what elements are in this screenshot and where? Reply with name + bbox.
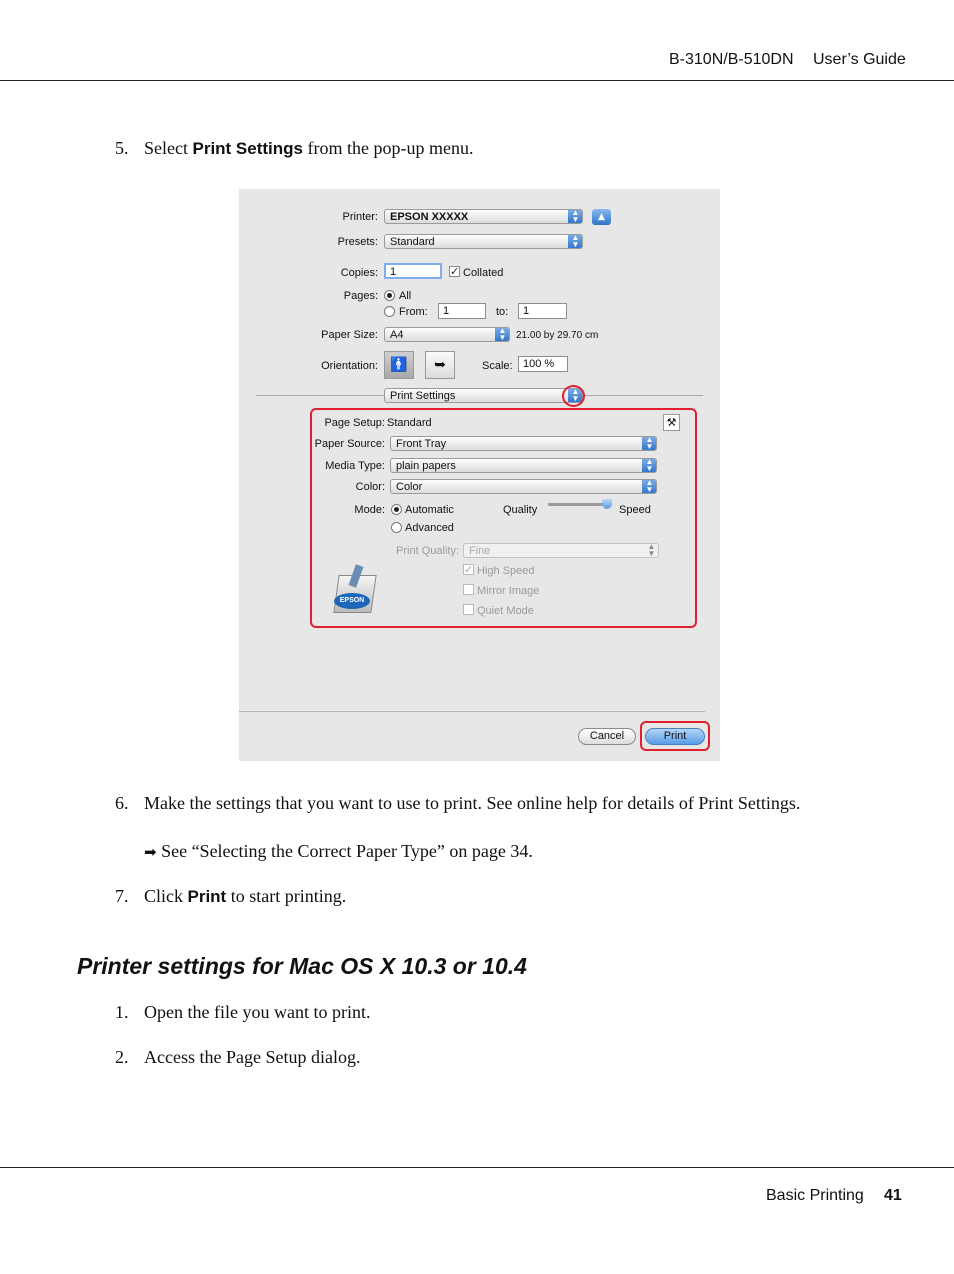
landscape-icon: ➥ xyxy=(434,357,446,373)
print-button[interactable]: Print xyxy=(645,728,705,745)
printer-value: EPSON XXXXX xyxy=(390,211,469,223)
collated-checkbox[interactable]: ✓ xyxy=(450,265,460,278)
color-popup[interactable] xyxy=(390,479,657,494)
mode-automatic-radio[interactable] xyxy=(391,504,402,515)
mode-advanced-radio[interactable] xyxy=(391,522,402,533)
step-1 xyxy=(115,1002,370,1023)
bottom-separator xyxy=(239,711,705,712)
step-bold-term: Print Settings xyxy=(192,139,303,158)
step-bold-term: Print xyxy=(187,887,227,906)
footer-rule xyxy=(0,1167,954,1168)
paper-size-popup[interactable] xyxy=(384,327,510,342)
paper-source-popup[interactable] xyxy=(390,436,657,451)
header-rule xyxy=(0,80,954,81)
paper-size-label: Paper Size: xyxy=(321,329,378,341)
popup-arrows-icon: ▲ ▼ xyxy=(642,479,657,494)
media-type-popup[interactable] xyxy=(390,458,657,473)
quiet-mode-label: Quiet Mode xyxy=(477,605,534,617)
highlight-circle xyxy=(562,385,585,407)
pages-to-label: to: xyxy=(496,306,509,318)
slider-thumb[interactable] xyxy=(602,499,612,509)
speed-label: Speed xyxy=(619,504,651,516)
panel-popup[interactable] xyxy=(384,388,583,403)
step-number: 7. xyxy=(115,886,129,906)
print-dialog-screenshot xyxy=(239,189,720,761)
popup-arrows-icon: ▲ ▼ xyxy=(642,436,657,451)
paper-source-label: Paper Source: xyxy=(314,438,385,450)
cross-reference[interactable] xyxy=(144,841,533,862)
copies-field[interactable]: 1 xyxy=(384,263,442,279)
quiet-mode-checkbox[interactable] xyxy=(463,604,474,615)
page-number: 41 xyxy=(884,1187,902,1204)
pages-all-label: All xyxy=(399,290,412,302)
header-guide: User’s Guide xyxy=(813,51,906,68)
header-model: B-310N/B-510DN xyxy=(669,51,794,68)
printer-label: Printer: xyxy=(342,211,378,223)
copies-label: Copies: xyxy=(340,267,378,279)
step-number: 6. xyxy=(115,793,129,813)
page-setup-label: Page Setup: xyxy=(324,417,385,429)
quality-label: Quality xyxy=(503,504,538,516)
step-number: 1. xyxy=(115,1002,129,1022)
step-text: Make the settings that you want to use to print. See online help for details of Print Settings. xyxy=(144,793,801,813)
scale-label: Scale: xyxy=(482,360,513,372)
mode-advanced-label: Advanced xyxy=(405,522,454,534)
section-title: Printer settings for Mac OS X 10.3 or 10.4 xyxy=(77,953,527,979)
pages-from-label: From: xyxy=(399,306,428,318)
disclosure-triangle-icon[interactable]: ▲ xyxy=(592,209,611,225)
footer-section: Basic Printing xyxy=(766,1187,864,1204)
color-label: Color: xyxy=(355,481,385,493)
presets-popup[interactable] xyxy=(384,234,583,249)
step-number: 2. xyxy=(115,1047,129,1067)
step-7 xyxy=(115,886,346,907)
paper-size-value: A4 xyxy=(390,329,404,341)
popup-arrows-icon: ▲ ▼ xyxy=(568,209,583,224)
popup-arrows-icon: ▲ ▼ xyxy=(495,327,510,342)
print-quality-value: Fine xyxy=(469,545,491,557)
portrait-icon: 🚹 xyxy=(390,357,408,373)
orientation-label: Orientation: xyxy=(321,360,378,372)
media-type-label: Media Type: xyxy=(325,460,385,472)
mirror-image-checkbox[interactable] xyxy=(463,584,474,595)
high-speed-checkbox[interactable]: ✓ xyxy=(464,563,474,576)
print-quality-label: Print Quality: xyxy=(396,545,459,557)
collated-label: Collated xyxy=(463,267,504,279)
pages-from-radio[interactable] xyxy=(384,306,395,317)
mode-automatic-label: Automatic xyxy=(405,504,454,516)
pages-label: Pages: xyxy=(343,290,378,302)
step-text: Select xyxy=(144,138,193,158)
step-text: from the pop-up menu. xyxy=(303,138,474,158)
paper-dimensions: 21.00 by 29.70 cm xyxy=(516,330,599,341)
page-setup-value: Standard xyxy=(387,417,432,429)
step-text: to start printing. xyxy=(226,886,347,906)
scale-field[interactable]: 100 % xyxy=(518,356,568,372)
step-5 xyxy=(115,138,473,159)
landscape-orientation-button[interactable] xyxy=(425,351,455,379)
pages-all-radio[interactable] xyxy=(384,290,395,301)
printer-popup[interactable] xyxy=(384,209,583,224)
step-6 xyxy=(115,793,800,814)
arrow-right-icon: ➡ xyxy=(144,843,157,861)
panel-popup-value: Print Settings xyxy=(390,390,456,402)
pages-to-field[interactable]: 1 xyxy=(518,303,567,319)
cross-reference-text[interactable]: See “Selecting the Correct Paper Type” on page 34. xyxy=(161,841,533,861)
cancel-button[interactable]: Cancel xyxy=(578,728,636,745)
epson-logo-text: EPSON xyxy=(334,593,370,609)
popup-arrows-icon: ▲ ▼ xyxy=(568,234,583,249)
tools-icon[interactable]: ⚒ xyxy=(663,414,680,431)
popup-arrows-icon: ▲ ▼ xyxy=(568,388,583,403)
step-text: Click xyxy=(144,886,188,906)
high-speed-label: High Speed xyxy=(477,565,535,577)
mirror-image-label: Mirror Image xyxy=(477,585,540,597)
print-quality-popup[interactable] xyxy=(463,543,659,558)
paper-source-value: Front Tray xyxy=(396,438,447,450)
step-text: Open the file you want to print. xyxy=(144,1002,371,1022)
pages-from-field[interactable]: 1 xyxy=(438,303,486,319)
step-text: Access the Page Setup dialog. xyxy=(144,1047,361,1067)
presets-label: Presets: xyxy=(337,236,378,248)
print-button-highlight xyxy=(640,721,710,751)
media-type-value: plain papers xyxy=(396,460,456,472)
step-2 xyxy=(115,1047,360,1068)
presets-value: Standard xyxy=(390,236,435,248)
mode-label: Mode: xyxy=(354,504,385,516)
popup-arrows-icon: ▲ ▼ xyxy=(642,458,657,473)
color-value: Color xyxy=(396,481,423,493)
step-number: 5. xyxy=(115,138,129,158)
popup-arrows-icon: ▲ ▼ xyxy=(644,543,659,558)
portrait-orientation-button[interactable] xyxy=(384,351,414,379)
epson-printer-icon xyxy=(332,565,376,615)
